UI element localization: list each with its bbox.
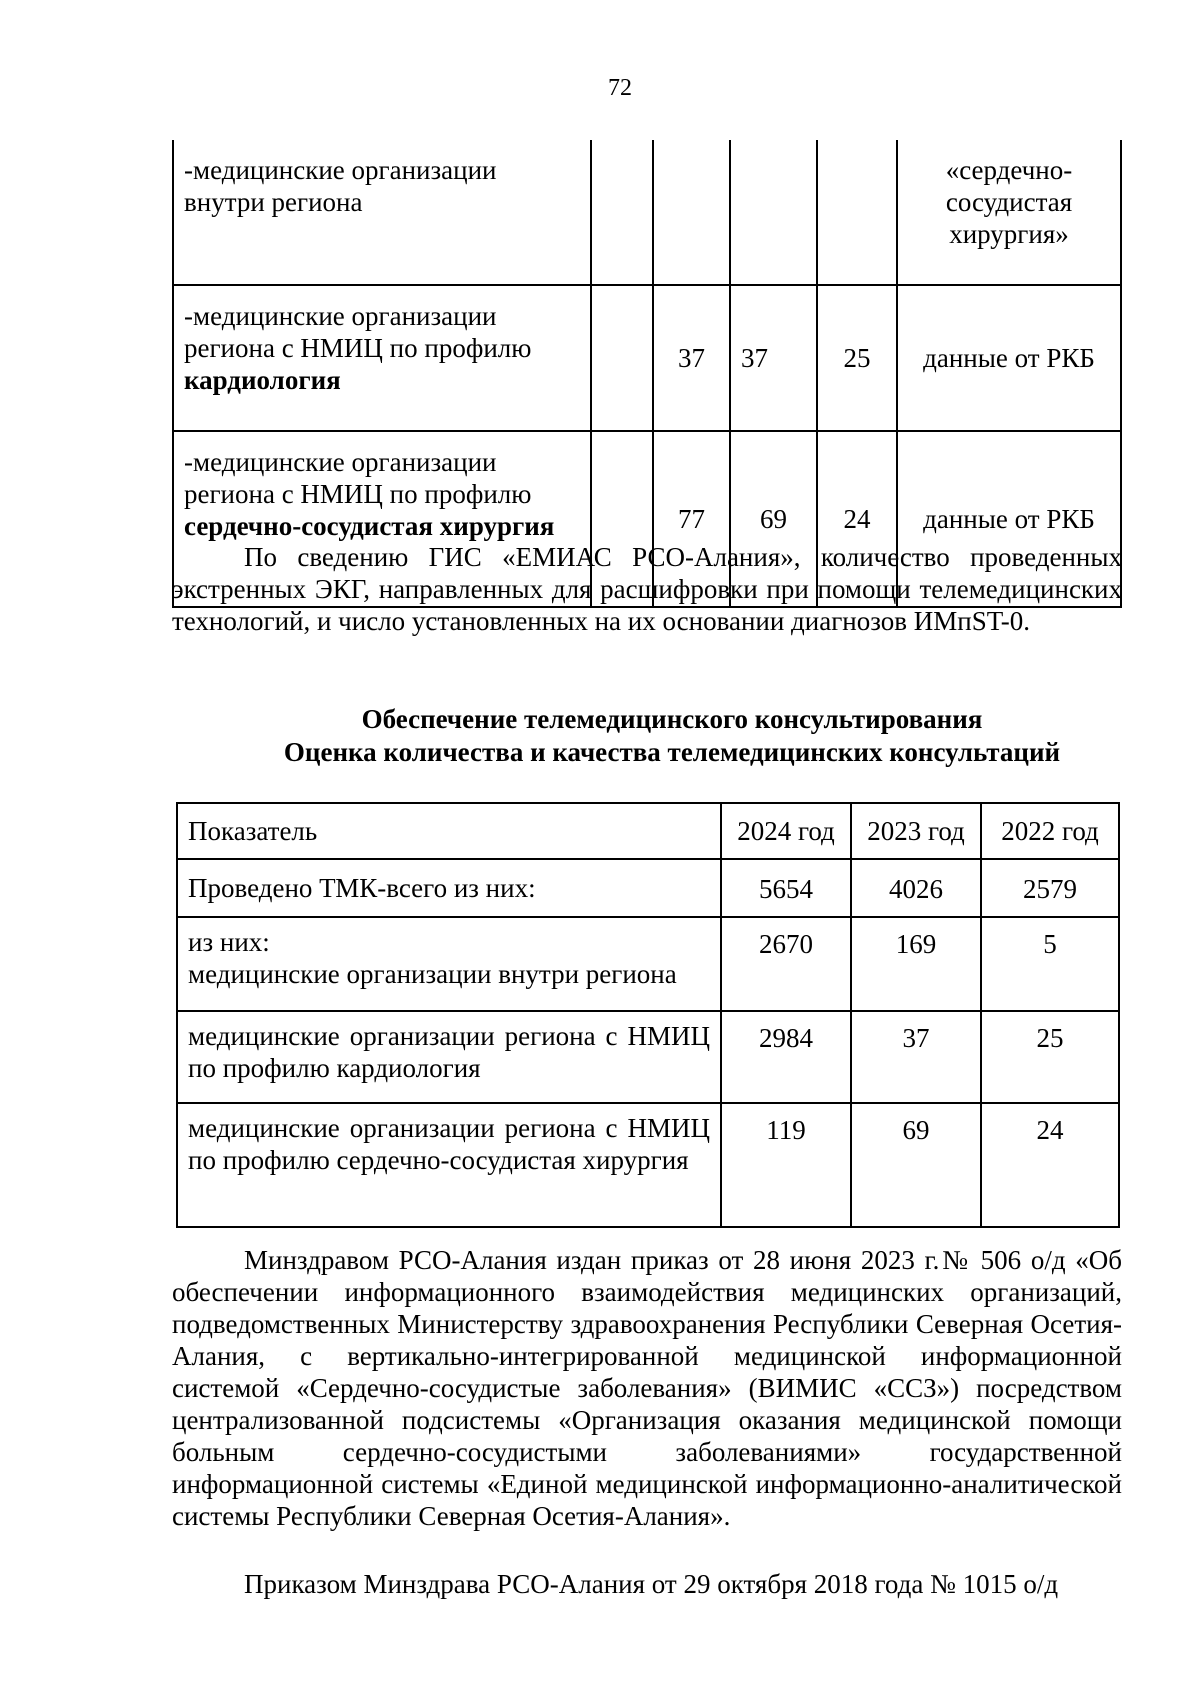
paragraph-order: Минздравом РСО-Алания издан приказ от 28 июня 2023 г.№ 506 о/д «Об обеспечении информационного взаимодействия медицинских организаций, подведомственных Министерству здравоохранения Республики Северная Осетия-Алания, с вертикально-интегрированной медицинской информационной системой «Сердечно-сосудистые заболевания» (ВИМИС «ССЗ») посредством централизованной подсистемы «Организация оказания медицинской помощи больным сердечно-сосудистыми заболеваниями» государственной информационной системы «Единой медицинской информационно-аналитической системы Республики Северная Осетия-Алания». — [172, 1245, 1122, 1531]
row-label: из них: медицинские организации внутри региона — [177, 917, 721, 1011]
value-cell: 2670 — [721, 917, 851, 1011]
table-header-row — [177, 803, 1119, 859]
header-cell: 2024 год — [721, 803, 851, 859]
row-label: Проведено ТМК-всего из них: — [177, 859, 721, 917]
table-row — [177, 1011, 1119, 1103]
source-cell: «сердечно-сосудистая хирургия» — [897, 140, 1121, 285]
value-cell: 169 — [851, 917, 981, 1011]
value-cell — [730, 140, 817, 285]
value-cell: 69 — [730, 431, 817, 607]
value-cell: 25 — [981, 1011, 1119, 1103]
empty-cell — [591, 140, 653, 285]
value-cell: 5654 — [721, 859, 851, 917]
value-cell: 24 — [981, 1103, 1119, 1227]
table-row — [177, 859, 1119, 917]
paragraph-ecg: По сведению ГИС «ЕМИАС РСО-Алания», количество проведенных экстренных ЭКГ, направленных для расшифровки при помощи телемедицинских технологий, и число установленных на их основании диагнозов ИМпST-0. — [172, 542, 1122, 636]
header-cell: Показатель — [177, 803, 721, 859]
value-cell: 37 — [730, 285, 817, 431]
header-cell: 2022 год — [981, 803, 1119, 859]
row-label: -медицинские организации региона с НМИЦ по профилю кардиология — [173, 285, 591, 431]
value-cell — [817, 140, 897, 285]
continued-table — [172, 140, 1122, 608]
table-row — [177, 917, 1119, 1011]
header-cell: 2023 год — [851, 803, 981, 859]
row-label: -медицинские организации региона с НМИЦ по профилю сердечно-сосудистая хирургия — [173, 431, 591, 607]
table-row — [173, 140, 1121, 285]
value-cell: 4026 — [851, 859, 981, 917]
source-cell: данные от РКБ — [897, 431, 1121, 607]
value-cell: 2579 — [981, 859, 1119, 917]
paragraph-order-continued: Приказом Минздрава РСО-Алания от 29 октября 2018 года № 1015 о/д — [244, 1569, 1059, 1599]
value-cell: 25 — [817, 285, 897, 431]
tmc-table — [176, 802, 1120, 1228]
value-cell: 24 — [817, 431, 897, 607]
value-cell: 77 — [653, 431, 730, 607]
row-label: -медицинские организации внутри региона — [173, 140, 591, 285]
value-cell: 119 — [721, 1103, 851, 1227]
table-row — [173, 285, 1121, 431]
empty-cell — [591, 285, 653, 431]
row-label: медицинские организации региона с НМИЦ по профилю кардиология — [177, 1011, 721, 1103]
value-cell: 2984 — [721, 1011, 851, 1103]
value-cell: 5 — [981, 917, 1119, 1011]
value-cell — [653, 140, 730, 285]
value-cell: 69 — [851, 1103, 981, 1227]
value-cell: 37 — [653, 285, 730, 431]
source-cell: данные от РКБ — [897, 285, 1121, 431]
value-cell: 37 — [851, 1011, 981, 1103]
section-subheading: Оценка количества и качества телемедицинских консультаций — [283, 737, 1061, 767]
table-row — [177, 1103, 1119, 1227]
section-heading: Обеспечение телемедицинского консультирования — [361, 704, 983, 734]
row-label: медицинские организации региона с НМИЦ по профилю сердечно-сосудистая хирургия — [177, 1103, 721, 1227]
page-number: 72 — [608, 75, 632, 101]
